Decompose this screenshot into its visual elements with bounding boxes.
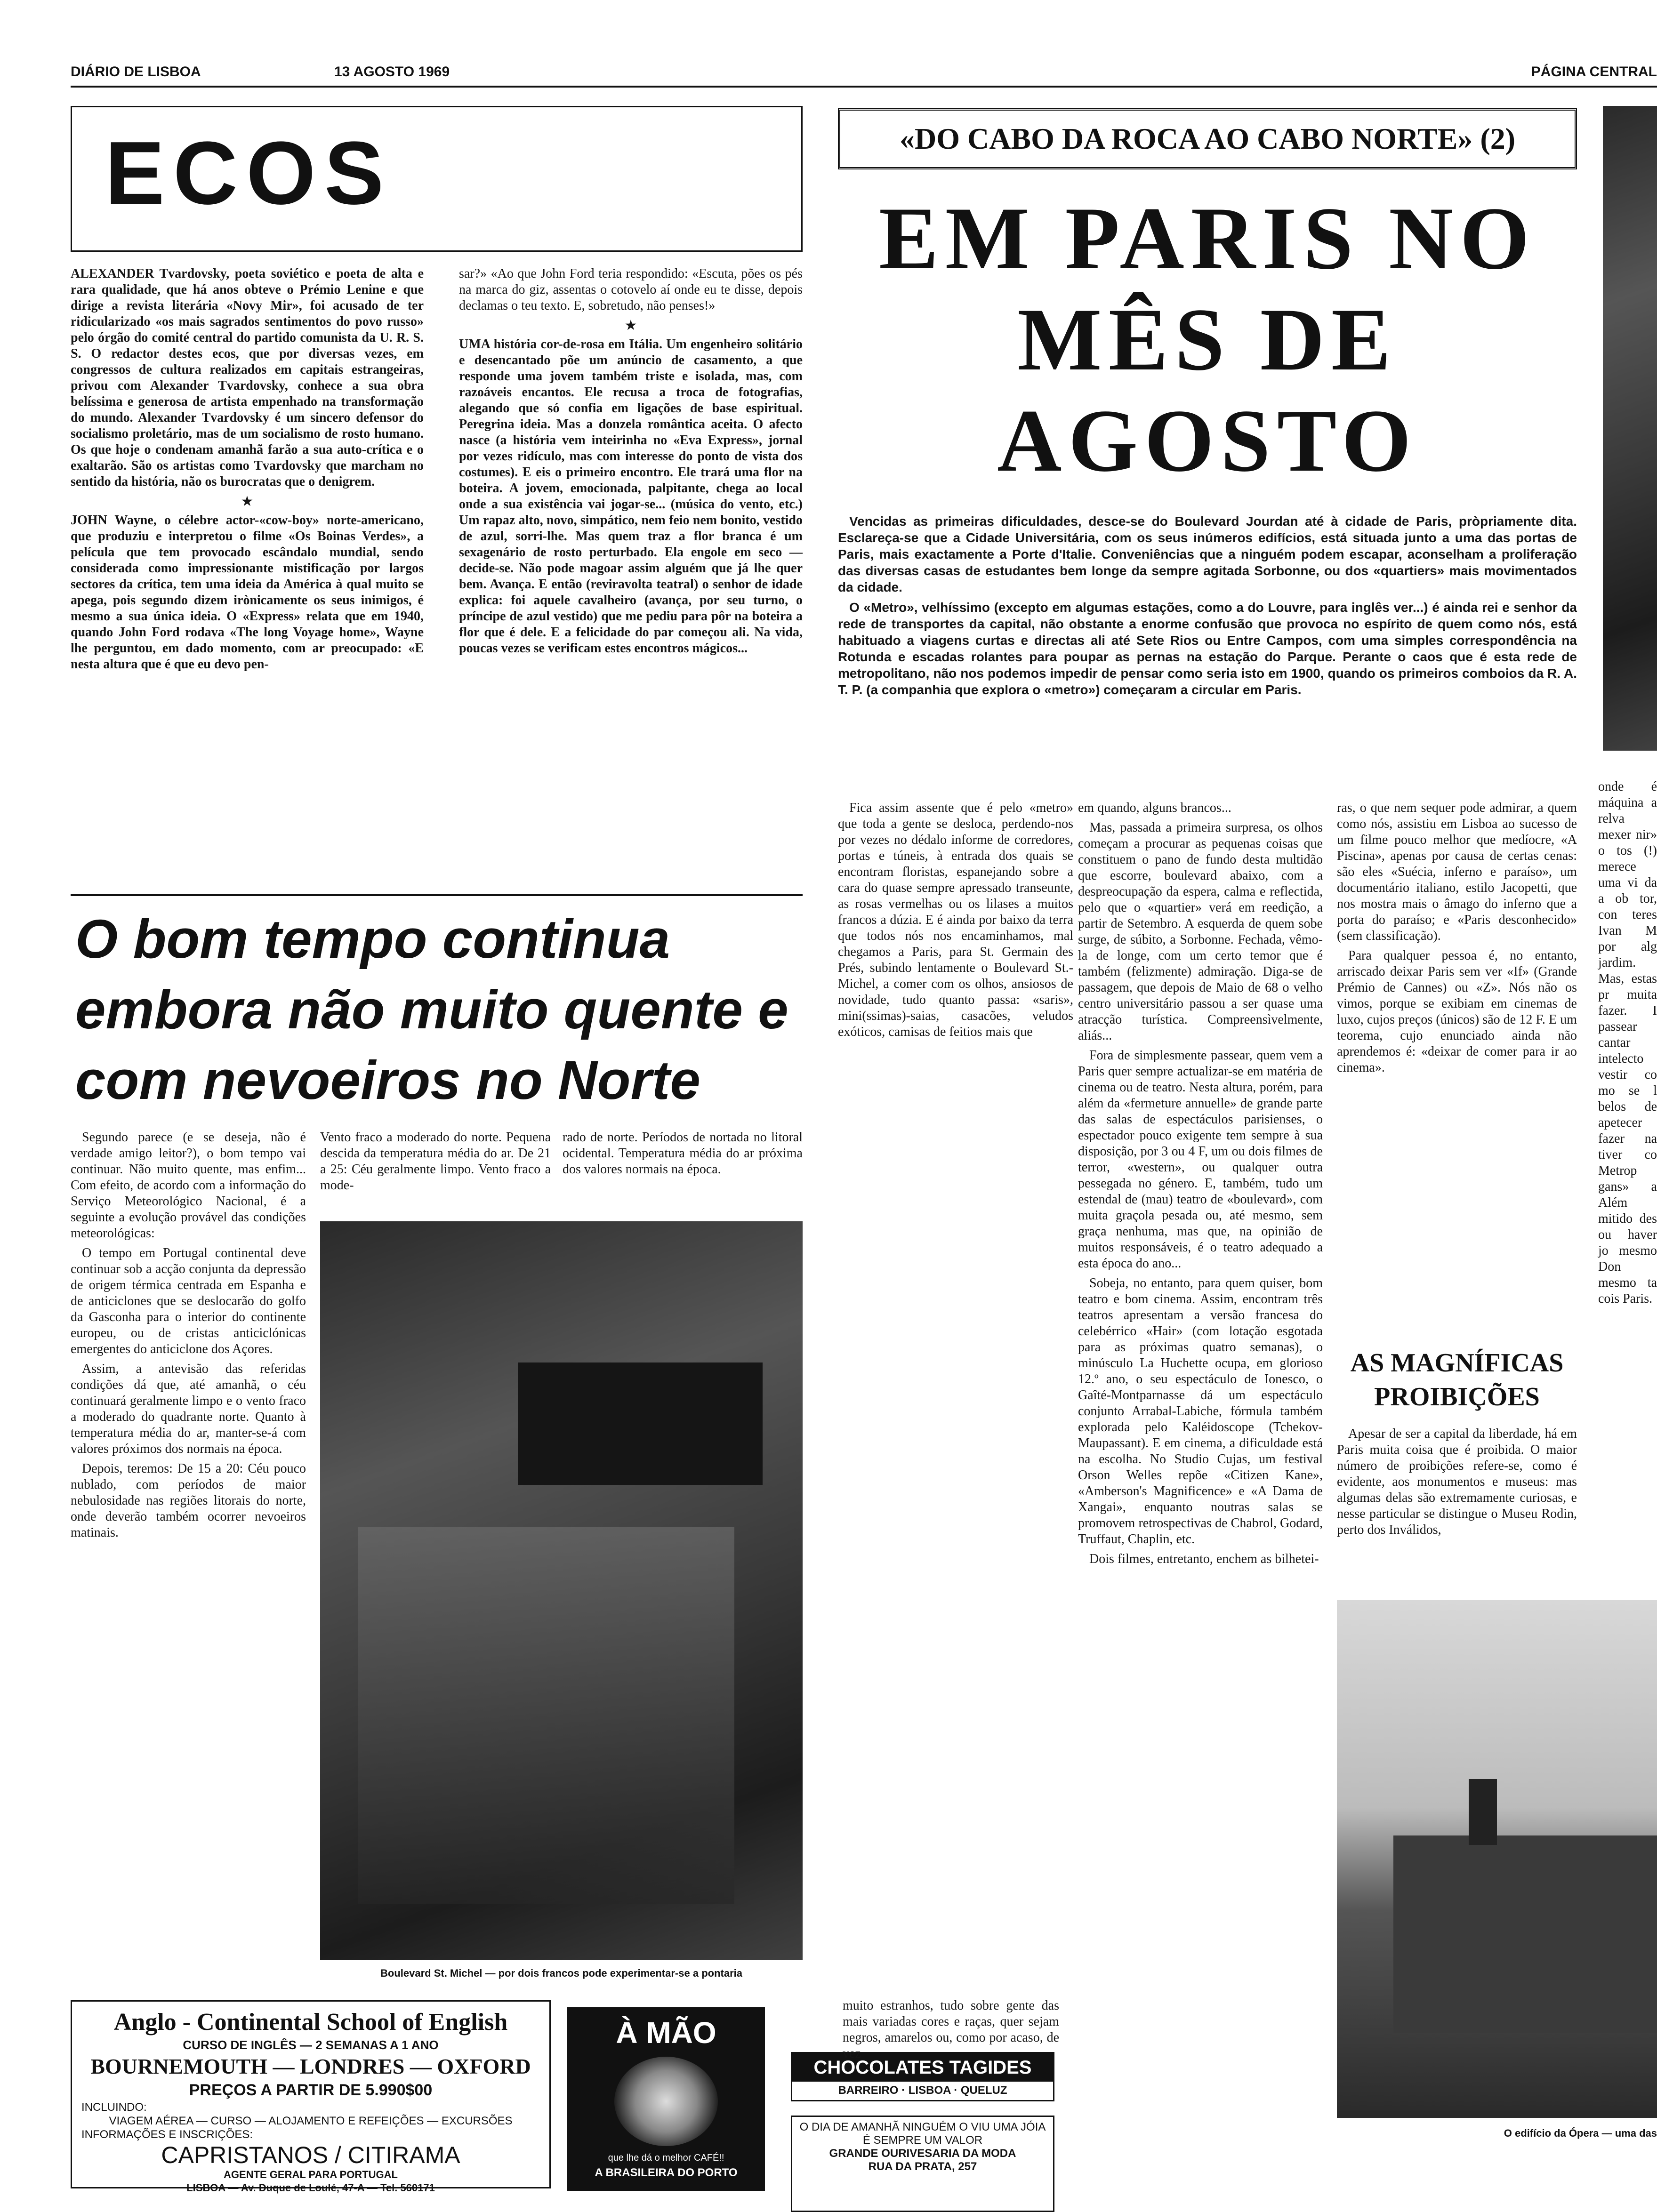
weather-para: O tempo em Portugal continental deve continuar sob a acção conjunta da depressão de origem térmica centrada em Espanha e de anticiclones que se deslocarão do golfo da Gasconha para o interior do continente europeu, ou de cristas anticiclónicas emergentes do anticiclone dos Açores. (71, 1246, 306, 1356)
right-top-photo (1603, 106, 1657, 751)
paris-para: Mas, passada a primeira surpresa, os olhos começam a procurar as pequenas coisas que constituem o pano de fundo desta multidão que escorre, boulevard abaixo, com a despreocupação da espera, calma e reflectida, pelo que o «quartier» verá em reedição, a partir de Setembro. A esquerda de quem sobe surge, de súbito, a Sorbonne. Fechada, vêmo-la de longe, com um certo temor que é também (felizmente) admiração. Diga-se de passagem, que depois de Maio de 68 o velho centro universitário passou a ser quase uma atracção turística. Compreensìvelmente, aliás... (1078, 820, 1323, 1043)
paris-headline: EM PARIS NO MÊS DE AGOSTO (878, 189, 1536, 490)
ad-amao-tagline: que lhe dá o melhor CAFÉ!! (608, 2153, 724, 2163)
paris-para: Fora de simplesmente passear, quem vem a Paris quer sempre actualizar-se em matéria de cinema ou de teatro. Nesta altura, porém, para além da «fermeture annuelle» de grande parte das salas de espectáculos parisienses, o espectador pouco exigente tem sempre à sua disposição, por 3 ou 4 F, um ou dois filmes de terror, «western», ou qualquer outra pessegada no género. E, também, tudo um estendal de (mau) teatro de «boulevard», com muita graçola pesada ou, até mesmo, sem graça nenhuma, mas que, na opinião de muitos responsáveis, é o teatro adequado a esta época do ano... (1078, 1048, 1323, 1271)
ecos-item-wayne-cont: sar?» «Ao que John Ford teria respondido: «Escuta, pões os pés na marca do giz, assentas o cotovelo aí onde eu te disse, depois declamas o teu texto. E, sobretudo, não penses!» (459, 266, 803, 313)
star-separator: ★ (241, 494, 254, 509)
paris-para: Fica assim assente que é pelo «metro» que toda a gente se desloca, perdendo-nos por vezes no dédalo informe de corredores, portas e túneis, à entrada dos quais se encontram floristas, espanejando sobre a cara do quase sempre apressado transeunte, as rosas vermelhas ou os lilases a muitos francos a dúzia. E é ainda por baixo da terra que todos nós nos encaminhamos, mal chegamos a Paris, para St. Germain des Prés, subindo lentamente o Boulevard St.-Michel, a comer com os olhos, ansiosos de novidade, tudo quanto passa: «saris», mini(ssimas)-saias, casacões, veludos exóticos, camisas de feitios mais que (838, 801, 1073, 1039)
issue-date: 13 AGOSTO 1969 (334, 64, 450, 80)
weather-rule (71, 894, 803, 896)
a-mao-coffee-ad (567, 2007, 765, 2191)
coffee-beans-icon (614, 2057, 718, 2146)
weather-column-2 (320, 1130, 551, 1210)
ad-joia-address: RUA DA PRATA, 257 (868, 2160, 977, 2173)
ad-tagides-places: BARREIRO · LISBOA · QUELUZ (838, 2084, 1007, 2097)
ad-agent: AGENTE GERAL PARA PORTUGAL (224, 2169, 398, 2180)
photo-crowd (358, 1527, 734, 1904)
ad-course-line: CURSO DE INGLÊS — 2 SEMANAS A 1 ANO (183, 2038, 439, 2052)
boulevard-photo (320, 1221, 803, 1960)
paris-column-4 (1598, 779, 1657, 1344)
weather-headline: O bom tempo continua embora não muito quente e com nevoeiros no Norte (75, 908, 788, 1111)
weather-para: Depois, teremos: De 15 a 20: Céu pouco nublado, com períodos de maior nebulosidade nas regiões litorais do norte, onde deverão também ocorrer nevoeiros matinais. (71, 1461, 306, 1540)
boulevard-photo-caption: Boulevard St. Michel — por dois francos pode experimentar-se a pontaria (380, 1967, 742, 1979)
weather-para: rado de norte. Períodos de nortada no litoral ocidental. Temperatura média do ar próxima dos valores normais na época. (563, 1130, 803, 1177)
paris-para: onde é máquina a relva mexer nir» o tos (!) merece uma vi da a ob tor, con teres Ivan M por alg jardim. Mas, estas pr muita fazer. I passear cantar intelecto vestir co mo se l belos de apetecer fazer na tiver co Metrop gans» a Além mitido des ou haver jo mesmo Don mesmo ta cois Paris. (1598, 779, 1657, 1306)
opera-statue (1469, 1779, 1497, 1845)
ad-incl-label: INCLUINDO: (81, 2101, 147, 2114)
header-rule (71, 86, 1657, 88)
ecos-column-2 (459, 266, 803, 887)
opera-photo (1337, 1600, 1657, 2118)
ad-incl-items: VIAGEM AÉREA — CURSO — ALOJAMENTO E REFEIÇÕES — EXCURSÕES (109, 2115, 513, 2127)
ad-cities: BOURNEMOUTH — LONDRES — OXFORD (90, 2054, 531, 2078)
anglo-continental-ad (71, 2000, 551, 2194)
paris-column-1b (843, 1998, 1059, 2061)
ad-joia-shop: GRANDE OURIVESARIA DA MODA (829, 2147, 1016, 2160)
paris-para: Dois filmes, entretanto, enchem as bilhetei- (1089, 1552, 1319, 1566)
proibicoes-subhead: AS MAGNÍFICAS PROIBIÇÕES (1350, 1348, 1564, 1411)
series-title: «DO CABO DA ROCA AO CABO NORTE» (2) (899, 122, 1516, 155)
ecos-item-italia: UMA história cor-de-rosa em Itália. Um engenheiro solitário e desencantado põe um anúncio de casamento, a que responde uma jovem também triste e isolada, mas, com razoáveis encantos. Ele recusa a troca de fotografias, alegando que só confia em ligações de base espiritual. Peregrina ideia. Mas a donzela romântica aceita. O afecto nasce (a história vem inteirinha no «Eva Express», jornal por vezes ridículo, mas com interesse do ponto de vista dos costumes). E eis o primeiro encontro. Ele trará uma flor na boteira. A jovem, emocionada, palpitante, chega ao local onde a sua existência vai jogar-se... (música do vento, etc.) Um rapaz alto, novo, simpático, nem feio nem bonito, vestido de azul, sorri-lhe. Mas quem traz a flor branca é um sexagenário de rosto perturbado. Ela engole em seco — decide-se. Não pode magoar assim alguém que já lhe quer bem. Avança. E então (reviravolta teatral) o senhor de idade explica: foi aquele cavalheiro (avança, por seu turno, o príncipe de azul vestido) que me pediu para pôr na boteira a flor que é dele. E a felicidade do par começou ali. Na vida, poucas vezes se verificam estes encontros mágicos... (459, 337, 803, 656)
weather-para: Vento fraco a moderado do norte. Pequena descida da temperatura média do ar. De 21 a 25: Céu geralmente limpo. Vento fraco a mode- (320, 1130, 551, 1193)
ad-price: PREÇOS A PARTIR DE 5.990$00 (189, 2081, 433, 2099)
paris-para: em quando, alguns brancos... (1078, 801, 1231, 815)
ad-amao-title: À MÃO (616, 2016, 716, 2050)
opera-photo-caption: O edifício da Ópera — uma das (1504, 2127, 1657, 2139)
weather-para: Assim, a antevisão das referidas condições dá que, até amanhã, o céu continuará geralmente limpo e o vento fraco a moderado do quadrante norte. Quanto à temperatura média do ar, manter-se-á com valores próximos dos normais na época. (71, 1362, 306, 1456)
ecos-item-wayne: JOHN Wayne, o célebre actor-«cow-boy» norte-americano, que produziu e interpretou o filme «Os Boinas Verdes», a película que tem provocado escândalo mundial, sendo considerada como impressionante mistificação por largos sectores da crítica, tem uma ideia da América à qual muito se apega, pois segundo dizem irònicamente os seus inimigos, é mesmo a sua única ideia. O «Express» relata que em 1940, quando John Ford rodava «The long Voyage home», Wayne lhe perguntou, em dado momento, com ar preocupado: «E nesta altura que é que eu devo pen- (71, 513, 424, 672)
ad-amao-brand: A BRASILEIRA DO PORTO (595, 2166, 738, 2179)
ad-info-label: INFORMAÇÕES E INSCRIÇÕES: (81, 2128, 253, 2141)
weather-para: Segundo parece (e se deseja, não é verdade amigo leitor?), o bom tempo vai continuar. Não muito quente, mas enfim... Com efeito, de acordo com a informação do Serviço Meteorológico Nacional, é a seguinte a evolução provável das condições meteorológicas: (71, 1130, 306, 1241)
page-header (71, 60, 1657, 85)
paper-name: DIÁRIO DE LISBOA (71, 64, 201, 80)
ecos-box (71, 106, 803, 252)
paris-column-3b (1337, 1426, 1577, 1581)
section-name: PÁGINA CENTRAL (1531, 64, 1657, 80)
ecos-column-1 (71, 266, 424, 887)
paris-lead (838, 513, 1577, 781)
ecos-logo: ECOS (105, 123, 393, 223)
lead-para: O «Metro», velhíssimo (excepto em algumas estações, como a do Louvre, para inglês ver...) é ainda rei e senhor da rede de transportes da capital, não obstante a enorme confusão que provoca no espírito de quem como nós, está habituado a viagens curtas e directas ali até Sete Rios ou Entre Campos, com uma simples correspondência na Rotunda e escadas rolantes para poupar as pernas na estação do Parque. Perante o caos que é esta rede de metropolitano, não nos podemos impedir de pensar como seria isto em 1900, quando os primeiros comboios da R. A. T. P. (a companhia que explora o «metro») começaram a circular em Paris. (838, 600, 1577, 697)
ad-address: LISBOA — Av. Duque de Loulé, 47-A — Tel. 560171 (186, 2182, 435, 2194)
ad-agency: CAPRISTANOS / CITIRAMA (161, 2142, 460, 2168)
ad-joia-text: O DIA DE AMANHÃ NINGUÉM O VIU UMA JÓIA É SEMPRE UM VALOR (799, 2121, 1046, 2147)
paris-column-2 (1078, 800, 1323, 2193)
paris-para: Para qualquer pessoa é, no entanto, arriscado deixar Paris sem ver «If» (Grande Prémio de Cannes) ou «Z». Nós não os vimos, porque se exibiam em cinemas de luxo, cujos preços (únicos) são de 12 F. E um teorema, cujo enunciado ainda não aprendemos é: «deixar de comer para ir ao cinema». (1337, 948, 1577, 1075)
star-separator: ★ (624, 318, 637, 333)
ourivesaria-ad (791, 2116, 1054, 2212)
paris-para: muito estranhos, tudo sobre gente das mais variadas cores e raças, quer sejam negros, amarelos ou, como por acaso, de vez (843, 1998, 1059, 2061)
paris-para: Sobeja, no entanto, para quem quiser, bom teatro e bom cinema. Assim, encontram três teatros apresentam a versão francesa do celebérrico «Hair» (com lotação esgotada para as próximas quatro semanas), o minúsculo La Huchette ocupa, em glorioso 12.º ano, o seu espectáculo de Ionesco, o Gaîté-Montparnasse dá um espectáculo conjunto Arrabal-Labiche, fórmula também explorada pelo Kaléidoscope (Tchekov-Maupassant). E em cinema, a dificuldade está na escolha. No Studio Cujas, um festival Orson Welles repõe «Citizen Kane», «Amberson's Magnificence» e «A Dama de Xangai», enquanto noutras salas se promovem retrospectivas de Chabrol, Godard, Truffaut, Chaplin, etc. (1078, 1276, 1323, 1547)
paris-column-3 (1337, 800, 1577, 1332)
ad-tagides-name: CHOCOLATES TAGIDES (792, 2053, 1053, 2082)
ecos-item-tvardovsky: ALEXANDER Tvardovsky, poeta soviético e poeta de alta e rara qualidade, que há anos obteve o Prémio Lenine e que dirige a revista literária «Novy Mir», foi acusado de ter ridicularizado «os mais sagrados sentimentos do povo russo» pelo órgão do comité central do partido comunista da U. R. S. S. O redactor destes ecos, que por diversas vezes, em congressos de cultura realizados em capitais estrangeiras, privou com Alexander Tvardovsky, conhece a sua obra belíssima e generosa de artista empenhado na transformação do mundo. Alexander Tvardovsky é um sincero defensor do socialismo proletário, mas de um socialismo de rosto humano. Os que hoje o condenam amanhã farão a sua auto-crítica e o exaltarão. São os artistas como Tvardovsky que marcham no sentido da história, não os burocratas que o denigrem. (71, 266, 424, 489)
paris-column-1 (838, 800, 1073, 1039)
series-title-box (838, 108, 1577, 169)
lead-para: Vencidas as primeiras dificuldades, desce-se do Boulevard Jourdan até à cidade de Paris, pròpriamente dita. Esclareça-se que a Cidade Universitária, com os seus inúmeros edifícios, está situada junto a uma das portas de Paris, mais exactamente a Porte d'Italie. Conveniências que a ninguém podem escapar, aconselham a proliferação das diversas casas de estudantes bem longe da sempre agitada Sorbonne, ou dos «quartiers» mais movimentados da cidade. (838, 514, 1577, 594)
paris-para: ras, o que nem sequer pode admirar, a quem como nós, assistiu em Lisboa ao sucesso de um filme pouco melhor que medíocre, «A Piscina», apenas por causa de certas cenas: são eles «Suécia, inferno e paraíso», um documentário italiano, estilo Jacopetti, que nos mostra mais o âmago do inferno que a porta do paraíso; e «Paris desconhecido» (sem classificação). (1337, 801, 1577, 943)
opera-building (1393, 1835, 1657, 2033)
ad-school-name: Anglo - Continental School of English (113, 2009, 508, 2036)
weather-column-3 (563, 1130, 803, 1210)
paris-para: Apesar de ser a capital da liberdade, há em Paris muita coisa que é proibida. O maior número de proibições refere-se, como é evidente, aos monumentos e museus: mas algumas delas são extremamente curiosas, e nesse particular se distingue o Museu Rodin, perto dos Inválidos, (1337, 1427, 1577, 1537)
weather-column-1 (71, 1130, 306, 1996)
photo-kiosk (518, 1362, 763, 1485)
